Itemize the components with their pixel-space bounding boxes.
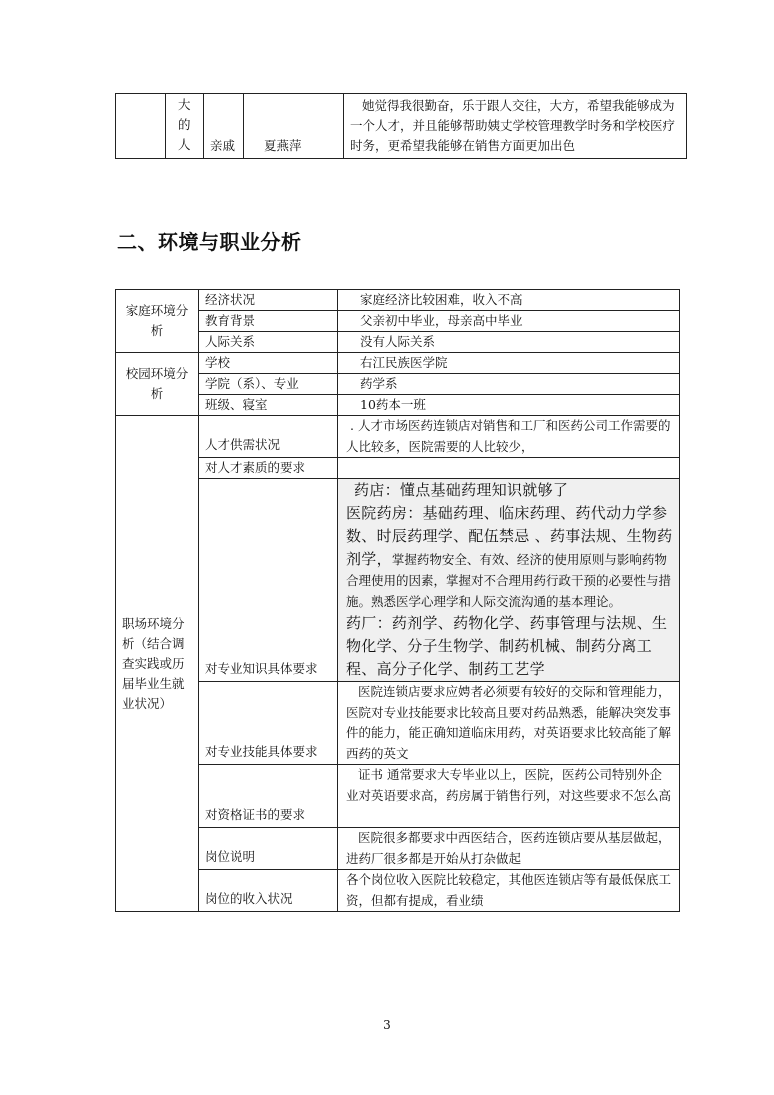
row-value: 证书 通常要求大专毕业以上，医院，医药公司特别外企业对英语要求高，药房属于销售行列，对这些要求不怎么高 [338, 765, 680, 828]
table-row [116, 479, 680, 682]
row-label: 岗位说明 [199, 828, 338, 870]
row-label: 学校 [199, 353, 338, 374]
row-label: 人际关系 [199, 332, 338, 353]
row-label: 教育背景 [199, 311, 338, 332]
table-row [116, 374, 680, 395]
table-row [116, 828, 680, 870]
knowledge-requirements-cell [338, 479, 680, 682]
row-value: 各个岗位收入医院比较稳定，其他医连锁店等有最低保底工资，但都有提成，看业绩 [338, 870, 680, 912]
hospital-requirement-detail: 掌握药物安全、有效、经济的使用原则与影响药物合理使用的因素，掌握对不合理用药行政干预的必要性与措施。熟悉医学心理学和人际交流沟通的基本理论。 [346, 552, 672, 609]
table-row [116, 682, 680, 765]
table-row [116, 395, 680, 416]
pharmacy-requirement: 药店：懂点基础药理知识就够了 [354, 481, 569, 499]
category-campus: 校园环境分析 [116, 353, 199, 416]
row-label: 学院（系）、专业 [199, 374, 338, 395]
page-number: 3 [383, 1018, 391, 1032]
vertical-char: 人 [178, 137, 191, 152]
row-value: . 人才市场医药连锁店对销售和工厂和医药公司工作需要的人比较多，医院需要的人比较少， [338, 416, 680, 458]
category-family: 家庭环境分析 [116, 290, 199, 353]
table-row [116, 765, 680, 828]
category-workplace: 职场环境分析（结合调查实践或历届毕业生就业状况） [116, 416, 199, 912]
table-row [116, 353, 680, 374]
table-row [116, 870, 680, 912]
vertical-char: 大 [178, 97, 191, 112]
row-label: 人才供需状况 [199, 416, 338, 458]
row-value: 10药本一班 [338, 395, 680, 416]
vertical-char: 的 [178, 117, 191, 132]
row-label: 对资格证书的要求 [199, 765, 338, 828]
row-value: 没有人际关系 [338, 332, 680, 353]
table-row [116, 311, 680, 332]
row-label: 对专业技能具体要求 [199, 682, 338, 765]
environment-analysis-table [115, 289, 680, 912]
row-value: 药学系 [338, 374, 680, 395]
table-row [116, 290, 680, 311]
vertical-label [166, 94, 204, 159]
section-heading: 二、环境与职业分析 [117, 230, 302, 254]
table-row [116, 458, 680, 479]
table-row [116, 94, 687, 159]
row-value: 医院连锁店要求应娉者必须要有较好的交际和管理能力，医院对专业技能要求比较高且要对药品熟悉，能解决突发事件的能力，能正确知道临床用药，对英语要求比较高能了解西药的英文 [338, 682, 680, 765]
hospital-requirement-main: 医院药房：基础药理、临床药理、药代动力学参数、时辰药理学、配伍禁忌 、药事法规、生物药剂学， [346, 504, 673, 568]
row-label: 班级、寝室 [199, 395, 338, 416]
table-row [116, 332, 680, 353]
person-name-cell: 夏燕萍 [244, 94, 344, 159]
relation-cell: 亲戚 [204, 94, 244, 159]
row-label: 岗位的收入状况 [199, 870, 338, 912]
evaluation-cell: 她觉得我很勤奋，乐于跟人交往，大方，希望我能够成为一个人才，并且能够帮助姨丈学校管理教学时务和学校医疗时务，更希望我能够在销售方面更加出色 [344, 94, 687, 159]
row-value: 父亲初中毕业，母亲高中毕业 [338, 311, 680, 332]
row-label: 对专业知识具体要求 [199, 479, 338, 682]
row-label: 对人才素质的要求 [199, 458, 338, 479]
row-label: 经济状况 [199, 290, 338, 311]
row-value: 医院很多都要求中西医结合，医药连锁店要从基层做起，进药厂很多都是开始从打杂做起 [338, 828, 680, 870]
evaluation-table [115, 93, 687, 159]
row-value [338, 458, 680, 479]
row-value: 右江民族医学院 [338, 353, 680, 374]
row-value: 家庭经济比较困难，收入不高 [338, 290, 680, 311]
table-row [116, 416, 680, 458]
factory-requirement: 药厂：药剂学、药物化学、药事管理与法规、生物化学、分子生物学、制药机械、制药分离工程、高分子化学、制药工艺学 [346, 614, 668, 678]
empty-cell [116, 94, 166, 159]
